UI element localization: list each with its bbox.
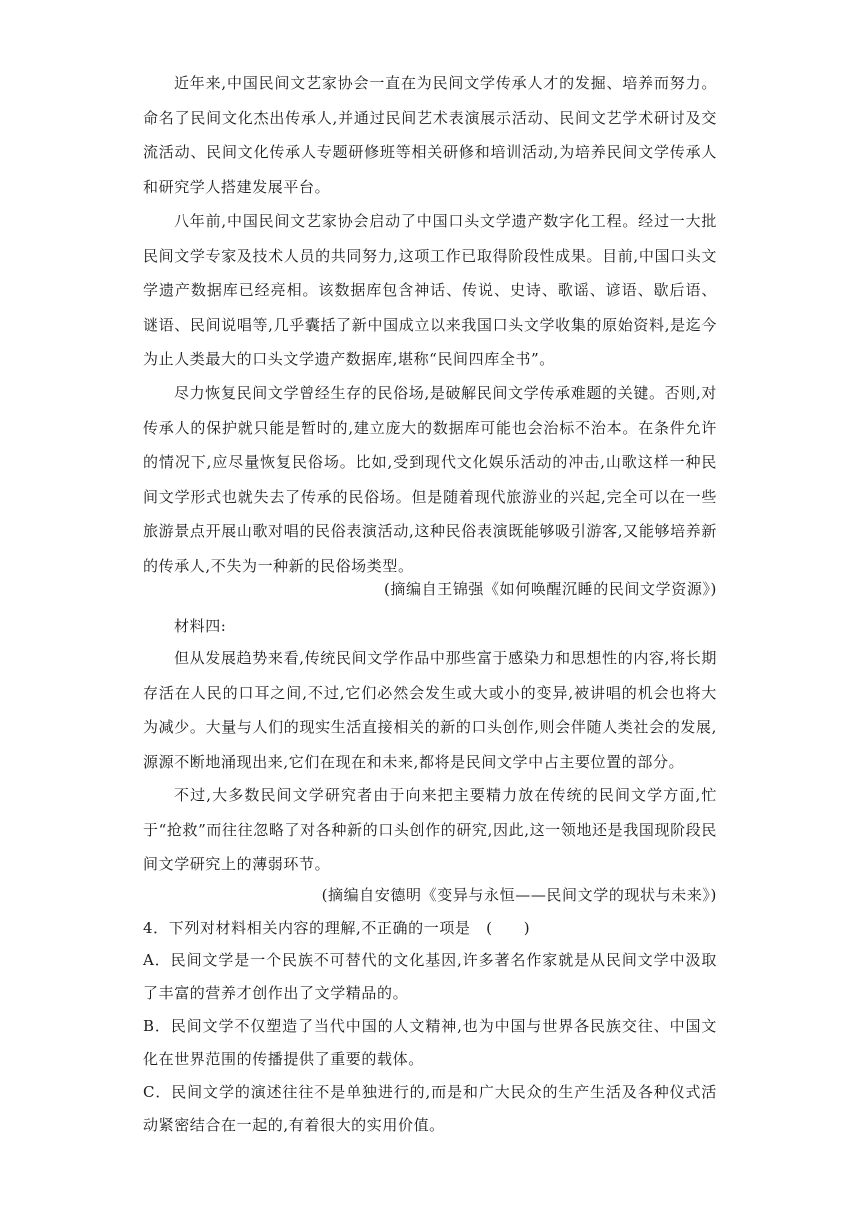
option-b[interactable]: B．民间文学不仅塑造了当代中国的人文精神,也为中国与世界各民族交往、中国文化在世界范围的传播提供了重要的载体。 <box>143 1017 717 1068</box>
paragraph-oral-database: 八年前,中国民间文艺家协会启动了中国口头文学遗产数字化工程。经过一大批民间文学专家及技术人员的共同努力,这项工作已取得阶段性成果。目前,中国口头文学遗产数据库已经亮相。该数据库包含神话、传说、史诗、歌谣、谚语、歇后语、谜语、民间说唱等,几乎囊括了新中国成立以来我国口头文学收集的原始资料,是迄今为止人类最大的口头文学遗产数据库,堪称“民间四库全书”。 <box>143 212 717 368</box>
paragraph-research-weakness: 不过,大多数民间文学研究者由于向来把主要精力放在传统的民间文学方面,忙于“抢救”而往往忽略了对各种新的口头创作的研究,因此,这一领地还是我国现阶段民间文学研究上的薄弱环节。 <box>143 786 717 873</box>
option-c[interactable]: C．民间文学的演述往往不是单独进行的,而是和广大民众的生产生活及各种仪式活动紧密结合在一起的,有着很大的实用价值。 <box>143 1083 717 1134</box>
paragraph-development-trend: 但从发展趋势来看,传统民间文学作品中那些富于感染力和思想性的内容,将长期存活在人民的口耳之间,不过,它们必然会发生或大或小的变异,被讲唱的机会也将大为减少。大量与人们的现实生活直接相关的新的口头创作,则会伴随人类社会的发展,源源不断地涌现出来,它们在现在和未来,都将是民间文学中占主要位置的部分。 <box>143 649 717 771</box>
option-a[interactable]: A．民间文学是一个民族不可替代的文化基因,许多著名作家就是从民间文学中汲取了丰富的营养才创作出了文学精品的。 <box>143 951 717 1002</box>
question-stem: 4．下列对材料相关内容的理解,不正确的一项是 ( ) <box>143 919 531 937</box>
source-citation-an: (摘编自安德明《变异与永恒——民间文学的现状与未来》) <box>321 886 717 904</box>
material-four-label: 材料四: <box>174 617 227 635</box>
paragraph-folk-talent: 近年来,中国民间文艺家协会一直在为民间文学传承人才的发掘、培养而努力。命名了民间文化杰出传承人,并通过民间艺术表演展示活动、民间文艺学术研讨及交流活动、民间文化传承人专题研修班等相关研修和培训活动,为培养民间文学传承人和研究学人搭建发展平台。 <box>143 74 717 196</box>
paragraph-folk-custom-field: 尽力恢复民间文学曾经生存的民俗场,是破解民间文学传承难题的关键。否则,对传承人的保护就只能是暂时的,建立庞大的数据库可能也会治标不治本。在条件允许的情况下,应尽量恢复民俗场。比如,受到现代文化娱乐活动的冲击,山歌这样一种民间文学形式也就失去了传承的民俗场。但是随着现代旅游业的兴起,完全可以在一些旅游景点开展山歌对唱的民俗表演活动,这种民俗表演既能够吸引游客,又能够培养新的传承人,不失为一种新的民俗场类型。 <box>143 384 717 575</box>
source-citation-wang: (摘编自王锦强《如何唤醒沉睡的民间文学资源》) <box>383 580 717 598</box>
